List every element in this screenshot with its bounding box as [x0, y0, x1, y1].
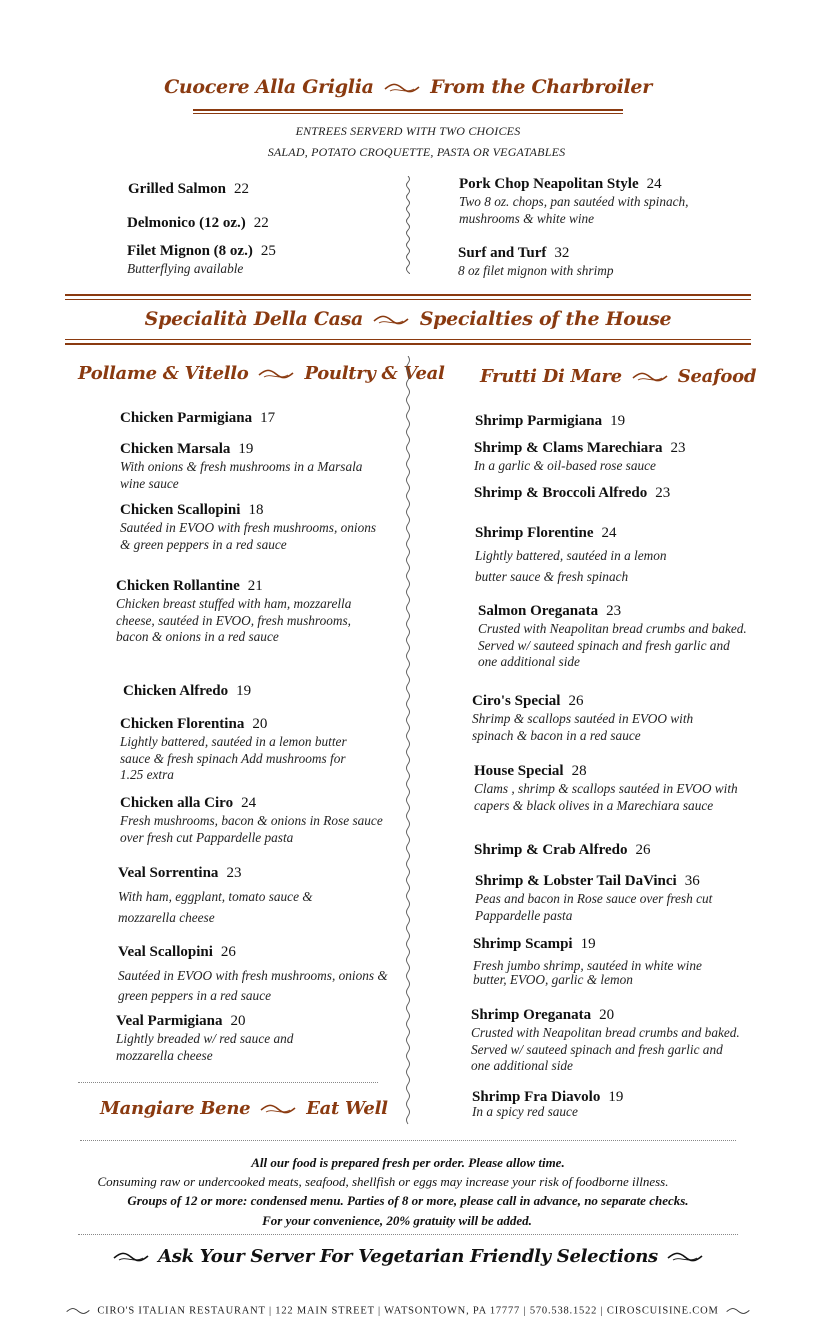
- item-price: 19: [608, 1089, 624, 1105]
- item-desc: Crusted with Neapolitan bread crumbs and baked. Served w/ sauteed spinach and fresh garlic and one additional side: [471, 1025, 740, 1073]
- item-price: 19: [238, 441, 254, 457]
- item-price: 20: [230, 1013, 246, 1029]
- notice-fresh: All our food is prepared fresh per order. Please allow time.: [251, 1155, 565, 1170]
- swash-icon: [260, 1103, 296, 1115]
- house-title-en: Specialties of the House: [419, 308, 672, 330]
- item-name: Shrimp & Broccoli Alfredo: [474, 485, 648, 501]
- seafood-heading: [480, 366, 756, 387]
- vegetarian-banner: [0, 1246, 816, 1267]
- item-desc: Lightly battered, sautéed in a lemon butter sauce & fresh spinach: [475, 548, 667, 584]
- item-price: 18: [248, 502, 264, 518]
- item-price: 23: [670, 440, 686, 456]
- item-desc: Lightly battered, sautéed in a lemon butter sauce & fresh spinach Add mushrooms for 1.25 extra: [120, 734, 347, 782]
- poultry-item: [120, 715, 360, 784]
- seafood-item: [472, 1088, 623, 1121]
- poultry-item: [116, 577, 366, 646]
- item-name: Shrimp & Clams Marechiara: [474, 440, 663, 456]
- house-rule-bottom-1: [65, 339, 751, 340]
- item-price: 24: [601, 525, 617, 541]
- seafood-item: [474, 841, 650, 859]
- poultry-title-en: Poultry & Veal: [304, 363, 445, 384]
- seafood-item: [475, 524, 700, 587]
- grill-title-it: Cuocere Alla Griglia: [164, 76, 374, 98]
- poultry-item: [118, 864, 338, 928]
- item-name: Shrimp & Crab Alfredo: [474, 842, 628, 858]
- footer-text: CIRO'S ITALIAN RESTAURANT | 122 MAIN STREET | WATSONTOWN, PA 17777 | 570.538.1522 | CIROSCUISINE.COM: [97, 1305, 719, 1317]
- item-desc: Crusted with Neapolitan bread crumbs and baked. Served w/ sauteed spinach and fresh garlic and one additional side: [478, 621, 747, 669]
- item-name: Delmonico (12 oz.): [127, 215, 246, 231]
- grill-note-1: ENTREES SERVERD WITH TWO CHOICES: [295, 124, 521, 138]
- item-price: 26: [568, 693, 584, 709]
- house-heading: [0, 308, 816, 330]
- poultry-title-it: Pollame & Vitello: [78, 363, 249, 384]
- item-price: 20: [599, 1007, 615, 1023]
- item-desc: Two 8 oz. chops, pan sautéed with spinach, mushrooms & white wine: [459, 194, 689, 226]
- seafood-item: [474, 439, 774, 475]
- item-name: Chicken Scallopini: [120, 502, 241, 518]
- seafood-item: [471, 1006, 741, 1075]
- item-name: Pork Chop Neapolitan Style: [459, 176, 639, 192]
- notice-raw-warning: Consuming raw or undercooked meats, seafood, shellfish or eggs may increase your risk of foodborne illness.: [97, 1174, 669, 1189]
- swash-icon: [113, 1251, 149, 1263]
- eatwell-heading: [100, 1098, 388, 1119]
- item-price: 25: [260, 243, 276, 259]
- item-desc: Sautéed in EVOO with fresh mushrooms, onions & green peppers in a red sauce: [120, 520, 377, 552]
- item-name: Veal Sorrentina: [118, 865, 219, 881]
- item-price: 17: [260, 410, 276, 426]
- item-name: Veal Scallopini: [118, 944, 213, 960]
- item-name: Surf and Turf: [458, 245, 547, 261]
- item-name: Chicken Florentina: [120, 716, 245, 732]
- notice-gratuity: For your convenience, 20% gratuity will be added.: [262, 1213, 532, 1228]
- grill-divider: [404, 176, 412, 274]
- grill-item: [127, 214, 269, 232]
- item-desc: Peas and bacon in Rose sauce over fresh cut Pappardelle pasta: [475, 891, 713, 923]
- seafood-item: [474, 762, 749, 814]
- poultry-item: [120, 440, 370, 492]
- item-name: Shrimp Scampi: [473, 936, 573, 952]
- item-desc: Sautéed in EVOO with fresh mushrooms, onions & green peppers in a red sauce: [118, 968, 388, 1003]
- poultry-item: [120, 409, 275, 427]
- item-price: 26: [635, 842, 651, 858]
- grill-item: [128, 180, 249, 198]
- item-price: 28: [571, 763, 587, 779]
- item-desc: Clams , shrimp & scallops sautéed in EVOO with capers & black olives in a Marechiara sauce: [474, 781, 738, 813]
- grill-item: [459, 175, 719, 227]
- item-name: Chicken Alfredo: [123, 683, 229, 699]
- item-price: 36: [684, 873, 700, 889]
- notice-dots-top: [80, 1140, 736, 1141]
- seafood-item: [472, 692, 722, 744]
- poultry-item: [120, 501, 380, 553]
- house-rule-bottom-2: [65, 343, 751, 345]
- eatwell-title-en: Eat Well: [306, 1098, 388, 1119]
- column-divider: [404, 356, 412, 1128]
- grill-item: [127, 242, 276, 278]
- item-price: 32: [554, 245, 570, 261]
- grill-title-en: From the Charbroiler: [430, 76, 652, 98]
- swash-icon: [66, 1305, 90, 1317]
- item-desc: With ham, eggplant, tomato sauce & mozzarella cheese: [118, 889, 313, 925]
- item-name: Ciro's Special: [472, 693, 561, 709]
- swash-icon: [373, 314, 409, 326]
- item-desc: In a garlic & oil-based rose sauce: [474, 458, 656, 473]
- item-price: 22: [233, 181, 249, 197]
- vegetarian-text: Ask Your Server For Vegetarian Friendly Selections: [158, 1246, 658, 1267]
- swash-icon: [726, 1305, 750, 1317]
- poultry-item: [120, 794, 390, 846]
- item-name: Chicken Parmigiana: [120, 410, 253, 426]
- item-price: 24: [241, 795, 257, 811]
- seafood-title-en: Seafood: [677, 366, 757, 387]
- item-price: 21: [247, 578, 263, 594]
- seafood-title-it: Frutti Di Mare: [480, 366, 622, 387]
- item-desc: Fresh jumbo shrimp, sautéed in white wine butter, EVOO, garlic & lemon: [473, 958, 702, 987]
- item-name: Chicken Marsala: [120, 441, 231, 457]
- item-price: 26: [220, 944, 236, 960]
- grill-rule-1: [193, 109, 623, 111]
- poultry-item: [123, 682, 251, 700]
- item-name: Shrimp Parmigiana: [475, 413, 603, 429]
- grill-note-2: SALAD, POTATO CROQUETTE, PASTA OR VEGATABLES: [267, 145, 566, 159]
- eatwell-title-it: Mangiare Bene: [100, 1098, 251, 1119]
- item-price: 24: [646, 176, 662, 192]
- item-name: Filet Mignon (8 oz.): [127, 243, 253, 259]
- item-name: Shrimp Florentine: [475, 525, 594, 541]
- poultry-item: [116, 1012, 346, 1064]
- grill-rule-2: [193, 113, 623, 114]
- item-desc: In a spicy red sauce: [472, 1104, 578, 1119]
- swash-icon: [667, 1251, 703, 1263]
- grill-heading: [0, 76, 816, 98]
- poultry-item: [118, 943, 408, 1006]
- swash-icon: [632, 371, 668, 383]
- item-price: 19: [580, 936, 596, 952]
- item-name: Chicken Rollantine: [116, 578, 240, 594]
- swash-icon: [384, 82, 420, 94]
- seafood-item: [474, 484, 670, 502]
- item-name: Shrimp Oreganata: [471, 1007, 592, 1023]
- item-price: 23: [606, 603, 622, 619]
- item-desc: 8 oz filet mignon with shrimp: [458, 263, 614, 278]
- house-rule-top-2: [65, 299, 751, 300]
- poultry-heading: [78, 363, 445, 384]
- notice-groups: Groups of 12 or more: condensed menu. Parties of 8 or more, please call in advance, no separate checks.: [127, 1193, 689, 1208]
- item-price: 23: [655, 485, 671, 501]
- footer: [0, 1305, 816, 1317]
- item-desc: Chicken breast stuffed with ham, mozzarella cheese, sautéed in EVOO, fresh mushrooms, bacon & onions in a red sauce: [116, 596, 352, 644]
- notice-dots-bottom: [78, 1234, 738, 1235]
- item-name: Grilled Salmon: [128, 181, 226, 197]
- seafood-item: [475, 412, 625, 430]
- grill-item: [458, 244, 614, 280]
- item-name: Veal Parmigiana: [116, 1013, 223, 1029]
- item-desc: With onions & fresh mushrooms in a Marsala wine sauce: [120, 459, 363, 491]
- item-price: 19: [610, 413, 626, 429]
- seafood-item: [478, 602, 748, 671]
- house-title-it: Specialità Della Casa: [144, 308, 364, 330]
- item-name: Salmon Oreganata: [478, 603, 599, 619]
- seafood-item: [475, 872, 745, 924]
- item-price: 22: [253, 215, 269, 231]
- item-desc: Shrimp & scallops sautéed in EVOO with spinach & bacon in a red sauce: [472, 711, 694, 743]
- item-desc: Butterflying available: [127, 261, 244, 276]
- item-name: Shrimp Fra Diavolo: [472, 1089, 601, 1105]
- item-price: 19: [236, 683, 252, 699]
- item-name: House Special: [474, 763, 564, 779]
- item-name: Chicken alla Ciro: [120, 795, 234, 811]
- item-desc: Lightly breaded w/ red sauce and mozzarella cheese: [116, 1031, 294, 1063]
- eatwell-dots: [78, 1082, 378, 1083]
- item-price: 20: [252, 716, 268, 732]
- item-desc: Fresh mushrooms, bacon & onions in Rose sauce over fresh cut Pappardelle pasta: [120, 813, 383, 845]
- house-rule-top-1: [65, 294, 751, 296]
- swash-icon: [258, 368, 294, 380]
- item-price: 23: [226, 865, 242, 881]
- seafood-item: [473, 935, 713, 987]
- item-name: Shrimp & Lobster Tail DaVinci: [475, 873, 677, 889]
